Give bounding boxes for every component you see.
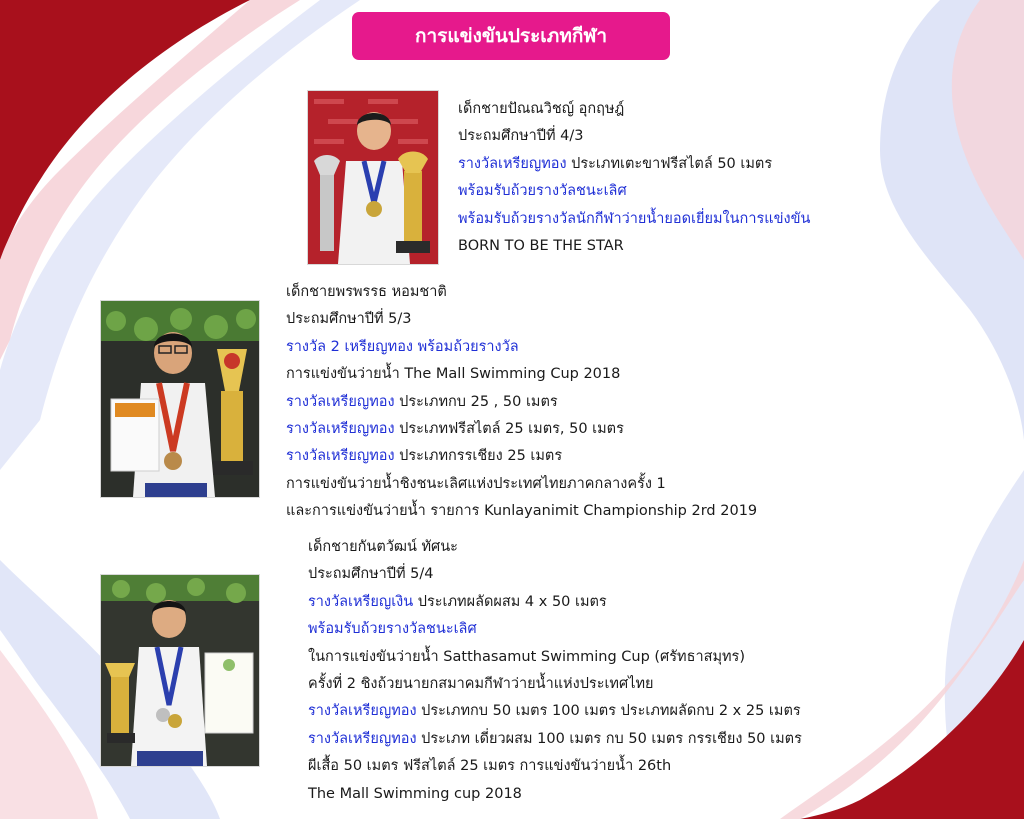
student-1-event: BORN TO BE THE STAR bbox=[458, 238, 624, 255]
student-3-award-2: พร้อมรับถ้วยรางวัลชนะเลิศ bbox=[308, 621, 477, 638]
student-2-name: เด็กชายพรพรรธ หอมชาติ bbox=[286, 284, 447, 300]
student-2-event-1: การแข่งขันว่ายน้ำ The Mall Swimming Cup 2018 bbox=[286, 366, 621, 383]
award-detail: ประเภท เดี่ยวผสม 100 เมตร กบ 50 เมตร กรรเชียง 50 เมตร bbox=[416, 730, 802, 747]
student-3-event-4: The Mall Swimming cup 2018 bbox=[308, 785, 522, 802]
student-1-name: เด็กชายปัณณวิชญ์ อุกฤษฎ์ bbox=[458, 101, 625, 117]
student-1-grade: ประถมศึกษาปีที่ 4/3 bbox=[458, 128, 584, 145]
student-2-award-2 bbox=[286, 416, 757, 443]
award-highlight: รางวัลเหรียญทอง bbox=[308, 730, 417, 747]
student-photo-1 bbox=[307, 90, 439, 265]
student-3-details bbox=[308, 534, 802, 808]
award-detail: ประเภทกรรเชียง 25 เมตร bbox=[394, 448, 563, 465]
award-detail: ประเภทกบ 25 , 50 เมตร bbox=[394, 393, 558, 410]
student-photo-2 bbox=[100, 300, 260, 498]
award-detail: ประเภทฟรีสไตล์ 25 เมตร, 50 เมตร bbox=[394, 421, 624, 438]
award-detail: ประเภทเตะขาฟรีสไตล์ 50 เมตร bbox=[566, 155, 773, 172]
student-3-event-2: ครั้งที่ 2 ชิงถ้วยนายกสมาคมกีฬาว่ายน้ำแห่งประเทศไทย bbox=[308, 676, 654, 693]
student-3-event-1: ในการแข่งขันว่ายน้ำ Satthasamut Swimming Cup (ศรัทธาสมุทร) bbox=[308, 648, 746, 665]
student-3-name: เด็กชายกันตวัฒน์ ทัศนะ bbox=[308, 539, 458, 555]
student-2-details bbox=[286, 279, 757, 526]
page-title-banner bbox=[352, 12, 670, 60]
student-3-event-3: ผีเสื้อ 50 เมตร ฟรีสไตล์ 25 เมตร การแข่งขันว่ายน้ำ 26th bbox=[308, 758, 672, 775]
award-highlight: รางวัลเหรียญทอง bbox=[458, 155, 567, 172]
award-detail: ประเภทกบ 50 เมตร 100 เมตร ประเภทผลัดกบ 2 x 25 เมตร bbox=[416, 703, 801, 720]
student-2-event-2: การแข่งขันว่ายน้ำชิงชนะเลิศแห่งประเทศไทยภาคกลางครั้ง 1 bbox=[286, 475, 666, 492]
award-highlight: รางวัลเหรียญทอง bbox=[286, 448, 395, 465]
student-1-award-1 bbox=[458, 151, 810, 178]
student-2-grade: ประถมศึกษาปีที่ 5/3 bbox=[286, 311, 412, 328]
page-title: การแข่งขันประเภทกีฬา bbox=[414, 25, 608, 47]
student-1-award-3: พร้อมรับถ้วยรางวัลนักกีฬาว่ายน้ำยอดเยี่ยมในการแข่งขัน bbox=[458, 210, 811, 227]
award-detail: ประเภทผลัดผสม 4 x 50 เมตร bbox=[413, 593, 607, 610]
award-highlight: รางวัลเหรียญทอง bbox=[286, 393, 395, 410]
award-highlight: รางวัลเหรียญทอง bbox=[286, 421, 395, 438]
student-1-award-2: พร้อมรับถ้วยรางวัลชนะเลิศ bbox=[458, 183, 627, 200]
award-highlight: รางวัลเหรียญเงิน bbox=[308, 593, 414, 610]
student-photo-3 bbox=[100, 574, 260, 767]
student-3-grade: ประถมศึกษาปีที่ 5/4 bbox=[308, 566, 434, 583]
student-2-award-summary: รางวัล 2 เหรียญทอง พร้อมถ้วยรางวัล bbox=[286, 338, 519, 355]
student-2-award-1 bbox=[286, 389, 757, 416]
student-2-event-3: และการแข่งขันว่ายน้ำ รายการ Kunlayanimit Championship 2rd 2019 bbox=[286, 503, 758, 520]
student-2-award-3 bbox=[286, 443, 757, 470]
award-highlight: รางวัลเหรียญทอง bbox=[308, 703, 417, 720]
student-3-award-1 bbox=[308, 589, 802, 616]
student-3-award-4 bbox=[308, 726, 802, 753]
student-3-award-3 bbox=[308, 698, 802, 725]
student-1-details bbox=[458, 96, 810, 260]
